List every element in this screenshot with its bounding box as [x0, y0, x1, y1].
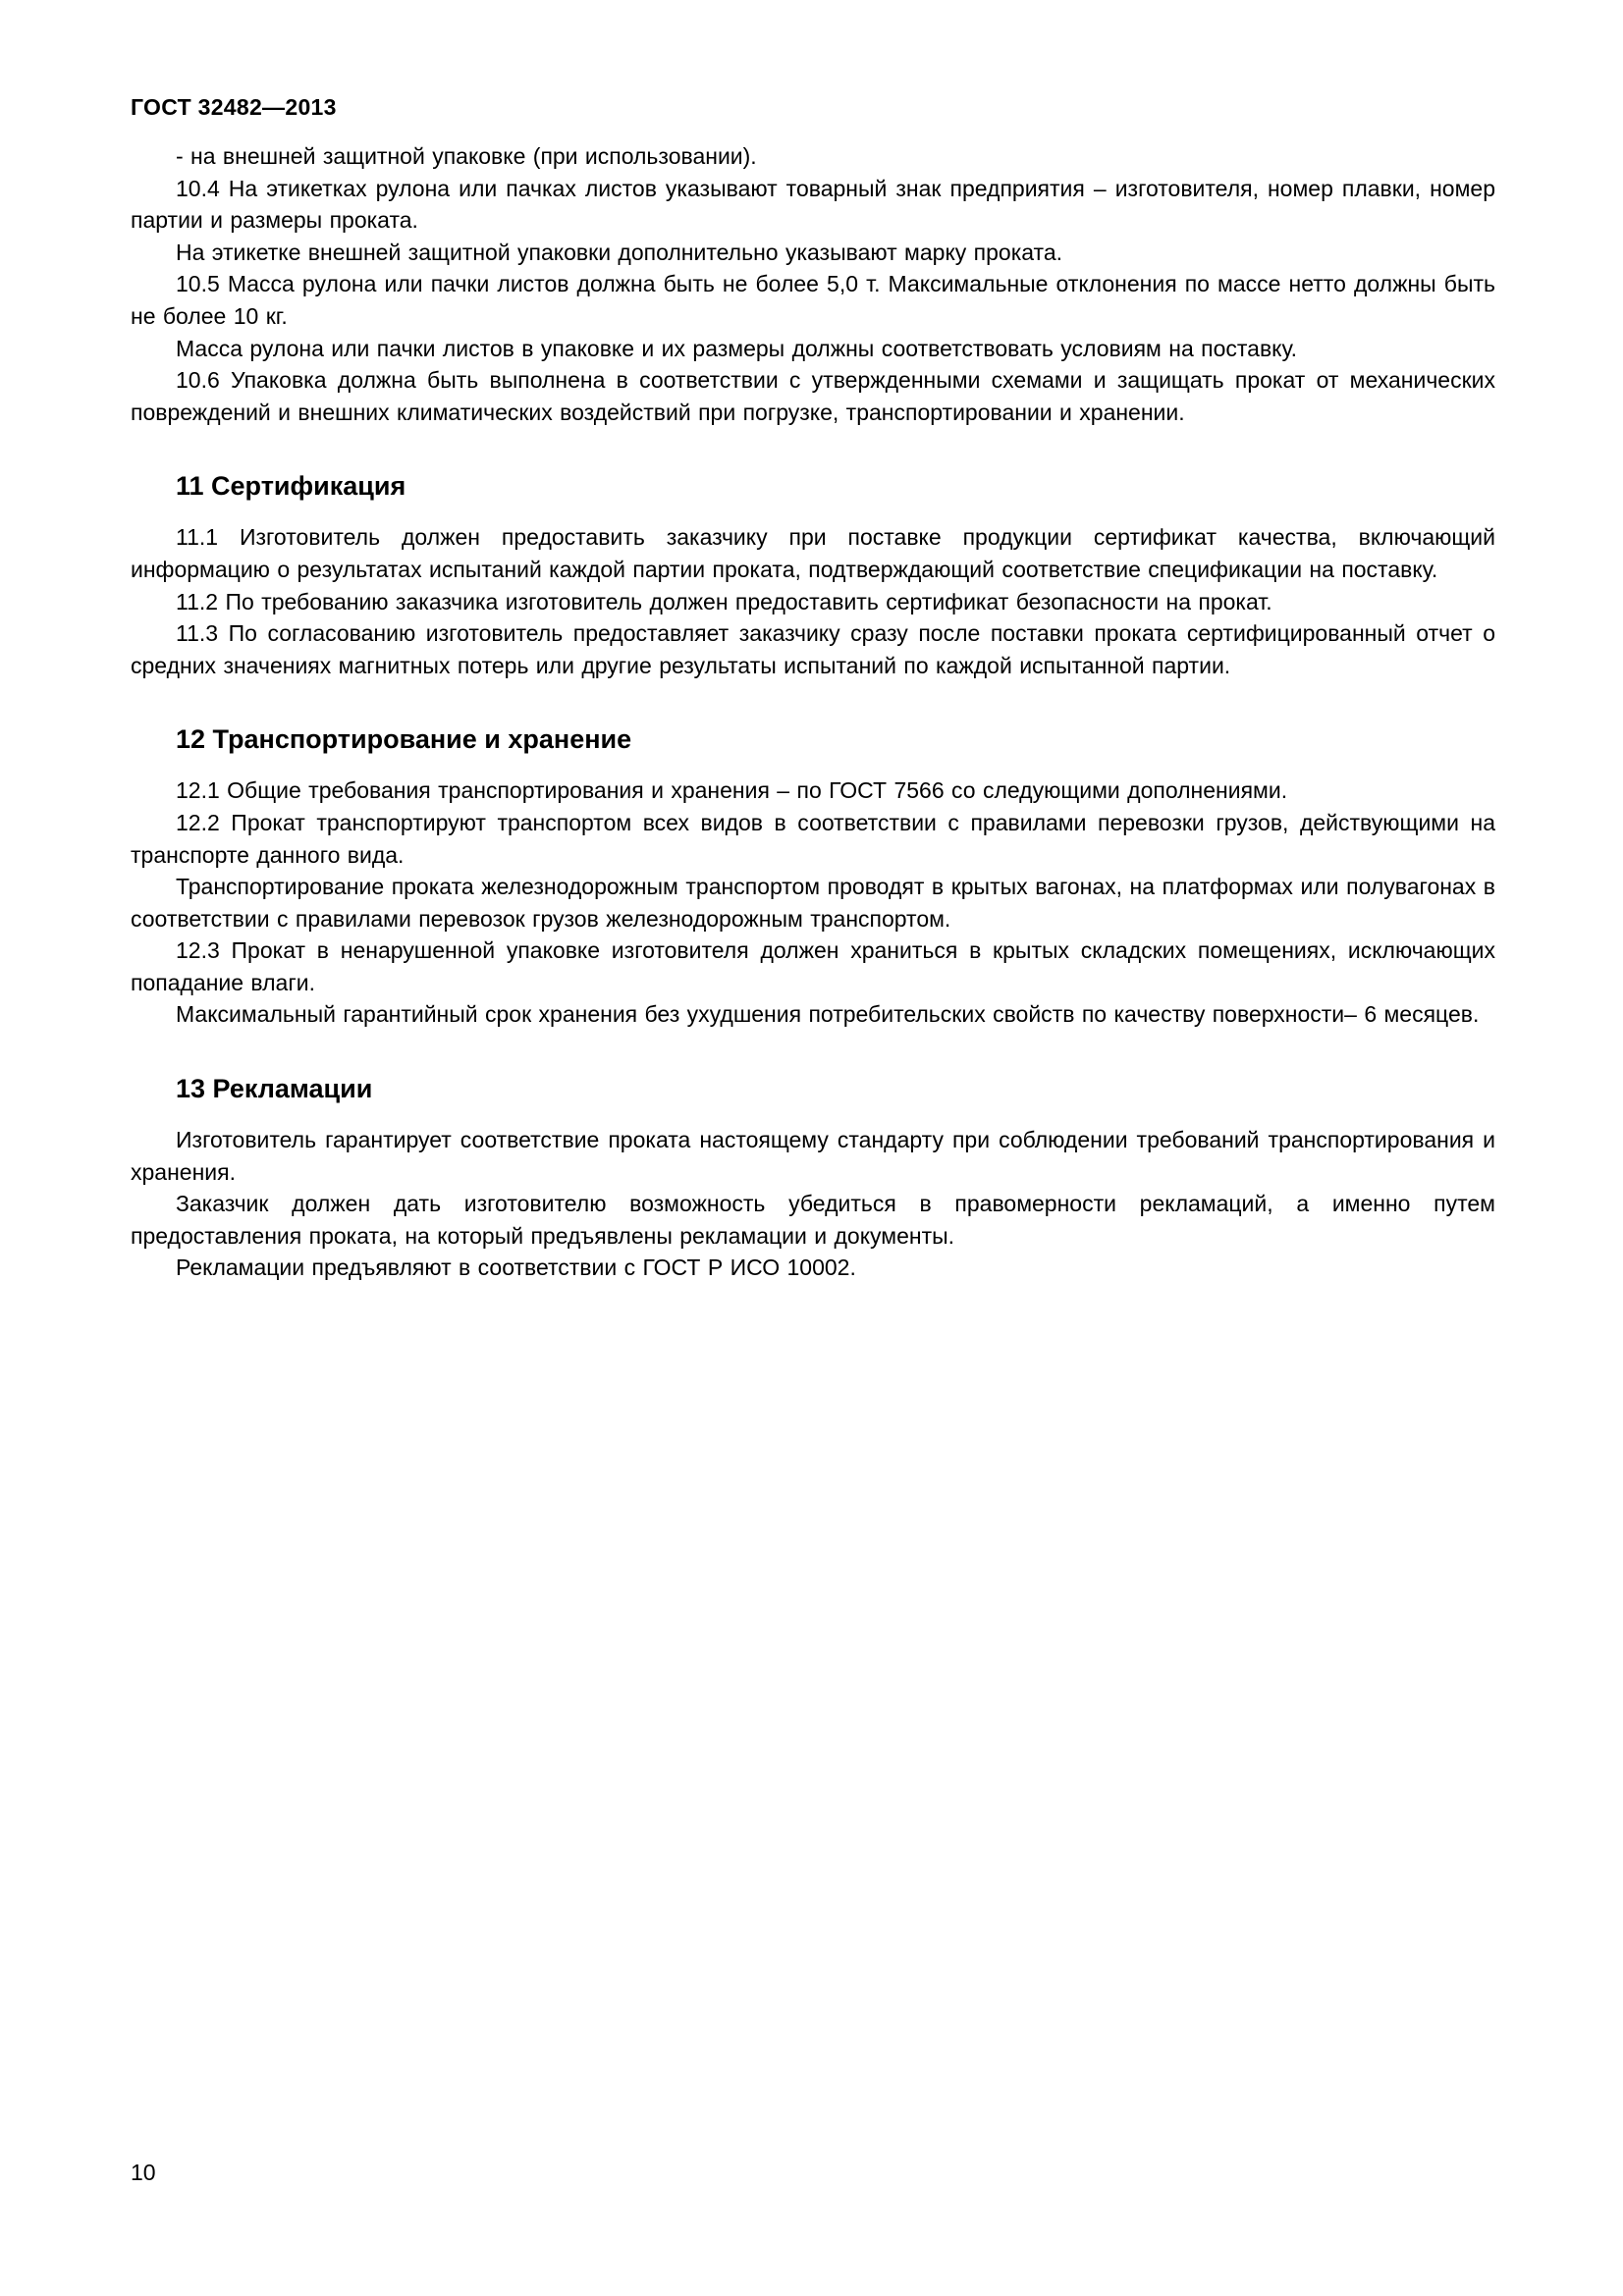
document-code: ГОСТ 32482—2013: [131, 94, 337, 120]
paragraph: 12.3 Прокат в ненарушенной упаковке изготовителя должен храниться в крытых складских помещениях, исключающих попадание влаги.: [131, 937, 1495, 995]
paragraph: 10.4 На этикетках рулона или пачках листов указывают товарный знак предприятия – изготовителя, номер плавки, номер партии и размеры проката.: [131, 175, 1495, 234]
page-number: 10: [131, 2160, 156, 2185]
paragraph: Изготовитель гарантирует соответствие проката настоящему стандарту при соблюдении требований транспортирования и хранения.: [131, 1127, 1495, 1185]
section-title-claims: 13 Рекламации: [176, 1074, 373, 1104]
paragraph: Рекламации предъявляют в соответствии с ГОСТ Р ИСО 10002.: [176, 1255, 856, 1281]
paragraph: - на внешней защитной упаковке (при использовании).: [176, 143, 757, 169]
paragraph: 10.5 Масса рулона или пачки листов должна быть не более 5,0 т. Максимальные отклонения по массе нетто должны быть не более 10 кг.: [131, 271, 1495, 329]
paragraph: Масса рулона или пачки листов в упаковке и их размеры должны соответствовать условиям на поставку.: [176, 335, 1298, 361]
paragraph: 12.2 Прокат транспортируют транспортом всех видов в соответствии с правилами перевозки грузов, действующими на транспорте данного вида.: [131, 809, 1495, 868]
paragraph: Максимальный гарантийный срок хранения без ухудшения потребительских свойств по качеству поверхности– 6 месяцев.: [176, 1001, 1480, 1028]
paragraph: 11.3 По согласованию изготовитель предоставляет заказчику сразу после поставки проката сертифицированный отчет о средних значениях магнитных потерь или другие результаты испытаний по каждой испытанной партии.: [131, 620, 1495, 678]
paragraph: 12.1 Общие требования транспортирования и хранения – по ГОСТ 7566 со следующими дополнениями.: [176, 777, 1288, 804]
document-body: [131, 140, 1495, 1284]
paragraph: Транспортирование проката железнодорожным транспортом проводят в крытых вагонах, на платформах или полувагонах в соответствии с правилами перевозок грузов железнодорожным транспортом.: [131, 874, 1495, 932]
section-title-certification: 11 Сертификация: [176, 471, 406, 502]
section-title-transport-storage: 12 Транспортирование и хранение: [176, 724, 632, 755]
paragraph: 10.6 Упаковка должна быть выполнена в соответствии с утвержденными схемами и защищать прокат от механических повреждений и внешних климатических воздействий при погрузке, транспортировании и хранении.: [131, 367, 1495, 425]
paragraph: На этикетке внешней защитной упаковки дополнительно указывают марку проката.: [176, 239, 1063, 265]
paragraph: 11.1 Изготовитель должен предоставить заказчику при поставке продукции сертификат качества, включающий информацию о результатах испытаний каждой партии проката, подтверждающий соответствие спецификации на поставку.: [131, 524, 1495, 582]
paragraph: Заказчик должен дать изготовителю возможность убедиться в правомерности рекламаций, а именно путем предоставления проката, на который предъявлены рекламации и документы.: [131, 1191, 1495, 1249]
paragraph: 11.2 По требованию заказчика изготовитель должен предоставить сертификат безопасности на прокат.: [176, 588, 1272, 614]
